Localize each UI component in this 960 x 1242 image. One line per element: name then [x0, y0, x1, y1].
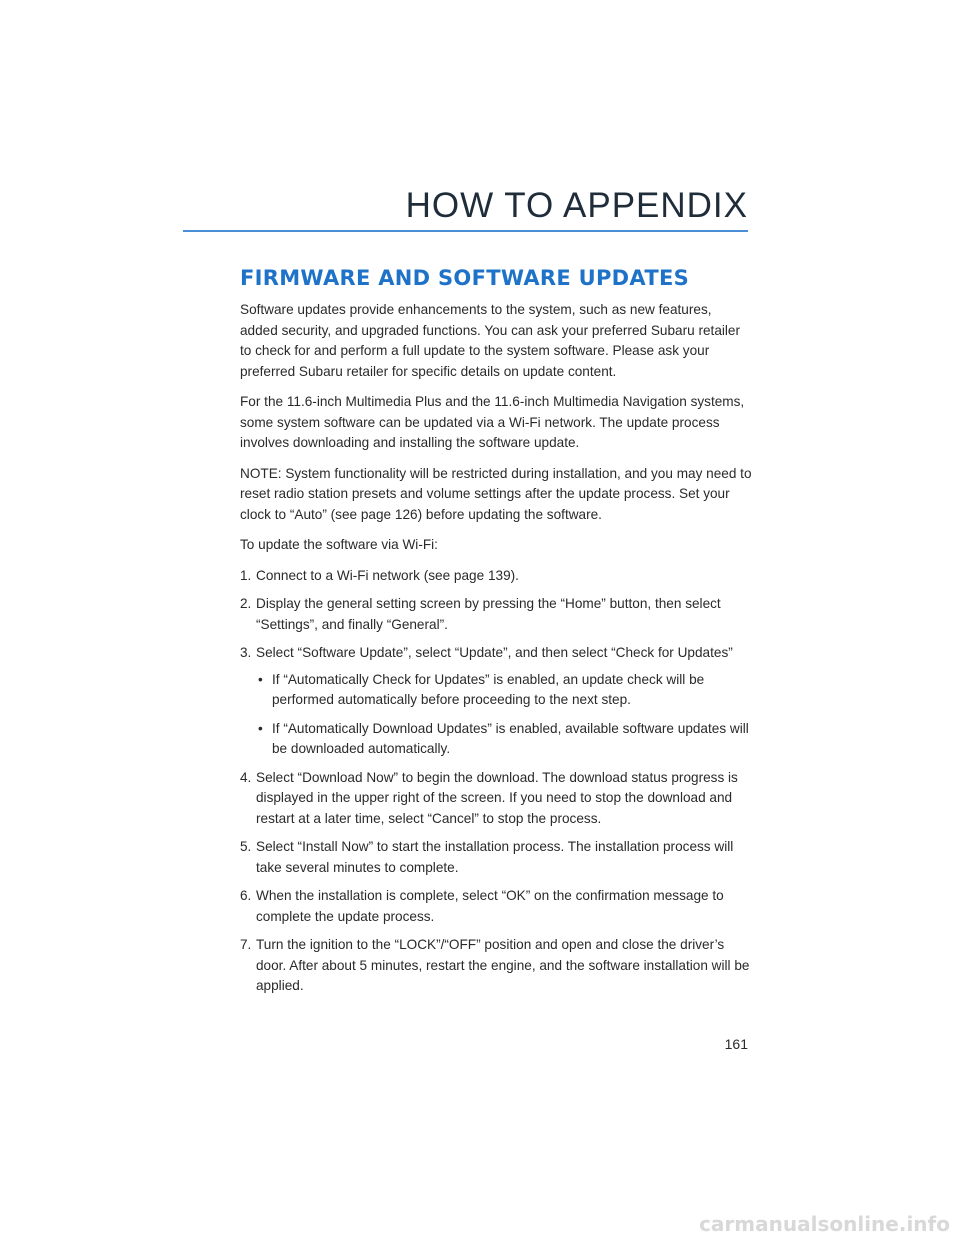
main-content	[240, 266, 752, 1005]
bullet-item	[256, 670, 752, 711]
step-text: Display the general setting screen by pressing the “Home” button, then select “Settings”, and finally “General”.	[256, 596, 721, 632]
step-text: Connect to a Wi-Fi network (see page 139).	[256, 567, 519, 583]
page-title: FIRMWARE AND SOFTWARE UPDATES	[240, 266, 690, 290]
step-item	[240, 594, 752, 635]
bullet-text: If “Automatically Download Updates” is enabled, available software updates will be downloaded automatically.	[272, 720, 749, 756]
step-text: Select “Software Update”, select “Update”, and then select “Check for Updates”	[256, 645, 733, 660]
section-header: HOW TO APPENDIX	[405, 186, 748, 225]
step-number: 1.	[240, 567, 252, 583]
bullet-text: If “Automatically Check for Updates” is enabled, an update check will be performed automatically before proceeding to the next step.	[272, 671, 705, 707]
instructions-lead: To update the software via Wi-Fi:	[240, 537, 438, 552]
steps-list	[240, 566, 752, 997]
step-text: When the installation is complete, select “OK” on the confirmation message to complete the update process.	[256, 888, 724, 924]
step-number: 6.	[240, 888, 252, 903]
step-number: 5.	[240, 839, 252, 854]
step-item	[240, 566, 752, 587]
step-item	[240, 768, 752, 830]
step-item	[240, 837, 752, 878]
step-text: Turn the ignition to the “LOCK”/“OFF” position and open and close the driver’s door. After about 5 minutes, restart the engine, and the software installation will be applied.	[256, 937, 750, 993]
step-item	[240, 643, 752, 760]
step-number: 3.	[240, 645, 252, 660]
step-number: 2.	[240, 596, 252, 611]
step-number: 4.	[240, 769, 252, 785]
header-divider	[183, 230, 748, 232]
step-number: 7.	[240, 937, 252, 952]
step-text: Select “Download Now” to begin the download. The download status progress is displayed in the upper right of the screen. If you need to stop the download and restart at a later time, select “Cancel” to stop the process.	[256, 769, 738, 826]
step-text: Select “Install Now” to start the installation process. The installation process will take several minutes to complete.	[256, 839, 734, 875]
wifi-paragraph: For the 11.6-inch Multimedia Plus and the 11.6-inch Multimedia Navigation systems, some system software can be updated via a Wi-Fi network. The update process involves downloading and installing the software update.	[240, 394, 745, 450]
intro-paragraph: Software updates provide enhancements to the system, such as new features, added security, and upgraded functions. You can ask your preferred Subaru retailer to check for and perform a full update to the system software. Please ask your preferred Subaru retailer for specific details on update content.	[240, 302, 741, 379]
note-paragraph: NOTE: System functionality will be restricted during installation, and you may need to reset radio station presets and volume settings after the update process. Set your clock to “Auto” (see page 126) before updating the software.	[240, 465, 752, 522]
page-number: 161	[724, 1036, 748, 1052]
bullet-item	[256, 719, 752, 760]
step3-bullet-list	[256, 670, 752, 760]
bullet-icon: •	[258, 671, 263, 687]
step-item	[240, 935, 752, 997]
bullet-icon: •	[258, 720, 263, 736]
step-item	[240, 886, 752, 927]
watermark-logo: carmanualsonline.info	[699, 1212, 950, 1236]
